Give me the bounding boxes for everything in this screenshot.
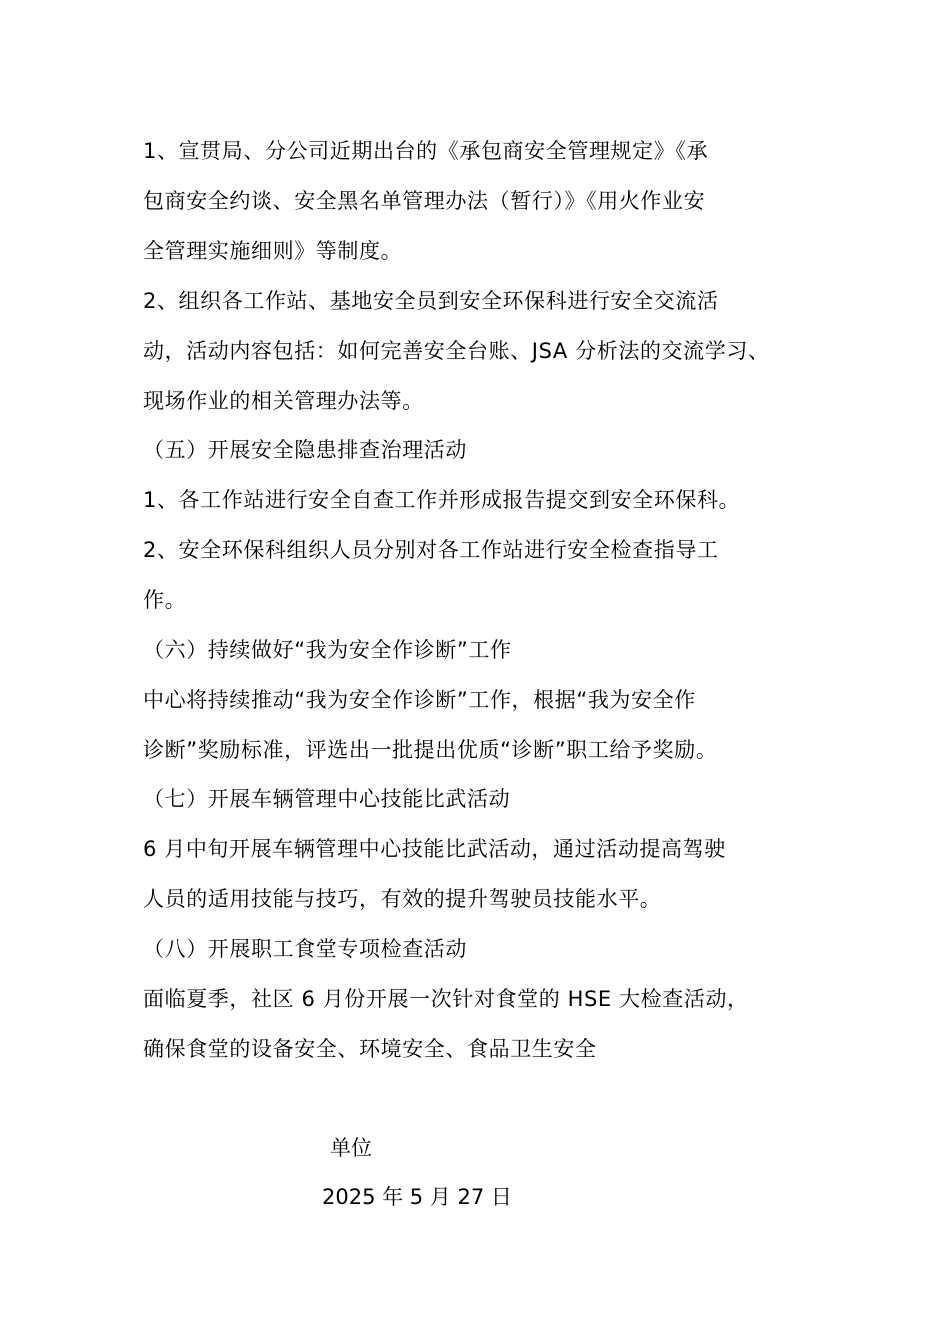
paragraph-line: 动，活动内容包括：如何完善安全台账、JSA 分析法的交流学习、: [143, 339, 770, 363]
section-heading: （五）开展安全隐患排查治理活动: [143, 438, 467, 462]
signature-date: 2025 年 5 月 27 日: [322, 1185, 512, 1209]
paragraph-line: 面临夏季，社区 6 月份开展一次针对食堂的 HSE 大检查活动，: [143, 987, 749, 1011]
paragraph-line: 现场作业的相关管理办法等。: [143, 389, 424, 413]
paragraph-line: 全管理实施细则》等制度。: [143, 239, 403, 263]
paragraph-line: 2、安全环保科组织人员分别对各工作站进行安全检查指导工: [143, 538, 719, 562]
section-heading: （六）持续做好“我为安全作诊断”工作: [143, 638, 512, 662]
paragraph-line: 确保食堂的设备安全、环境安全、食品卫生安全: [143, 1037, 597, 1061]
signature-unit: 单位: [330, 1136, 372, 1160]
paragraph-line: 人员的适用技能与技巧，有效的提升驾驶员技能水平。: [143, 887, 662, 911]
paragraph-line: 诊断”奖励标准，评选出一批提出优质“诊断”职工给予奖励。: [143, 738, 718, 762]
paragraph-line: 1、各工作站进行安全自查工作并形成报告提交到安全环保科。: [143, 488, 741, 512]
paragraph-line: 1、宣贯局、分公司近期出台的《承包商安全管理规定》《承: [143, 139, 709, 163]
paragraph-line: 中心将持续推动“我为安全作诊断”工作，根据“我为安全作: [143, 688, 696, 712]
paragraph-line: 作。: [143, 588, 187, 612]
paragraph-line: 6 月中旬开展车辆管理中心技能比武活动，通过活动提高驾驶: [143, 837, 726, 861]
section-heading: （七）开展车辆管理中心技能比武活动: [143, 787, 511, 811]
paragraph-line: 2、组织各工作站、基地安全员到安全环保科进行安全交流活: [143, 289, 719, 313]
paragraph-line: 包商安全约谈、安全黑名单管理办法（暂行）》《用火作业安: [143, 189, 706, 213]
section-heading: （八）开展职工食堂专项检查活动: [143, 937, 467, 961]
